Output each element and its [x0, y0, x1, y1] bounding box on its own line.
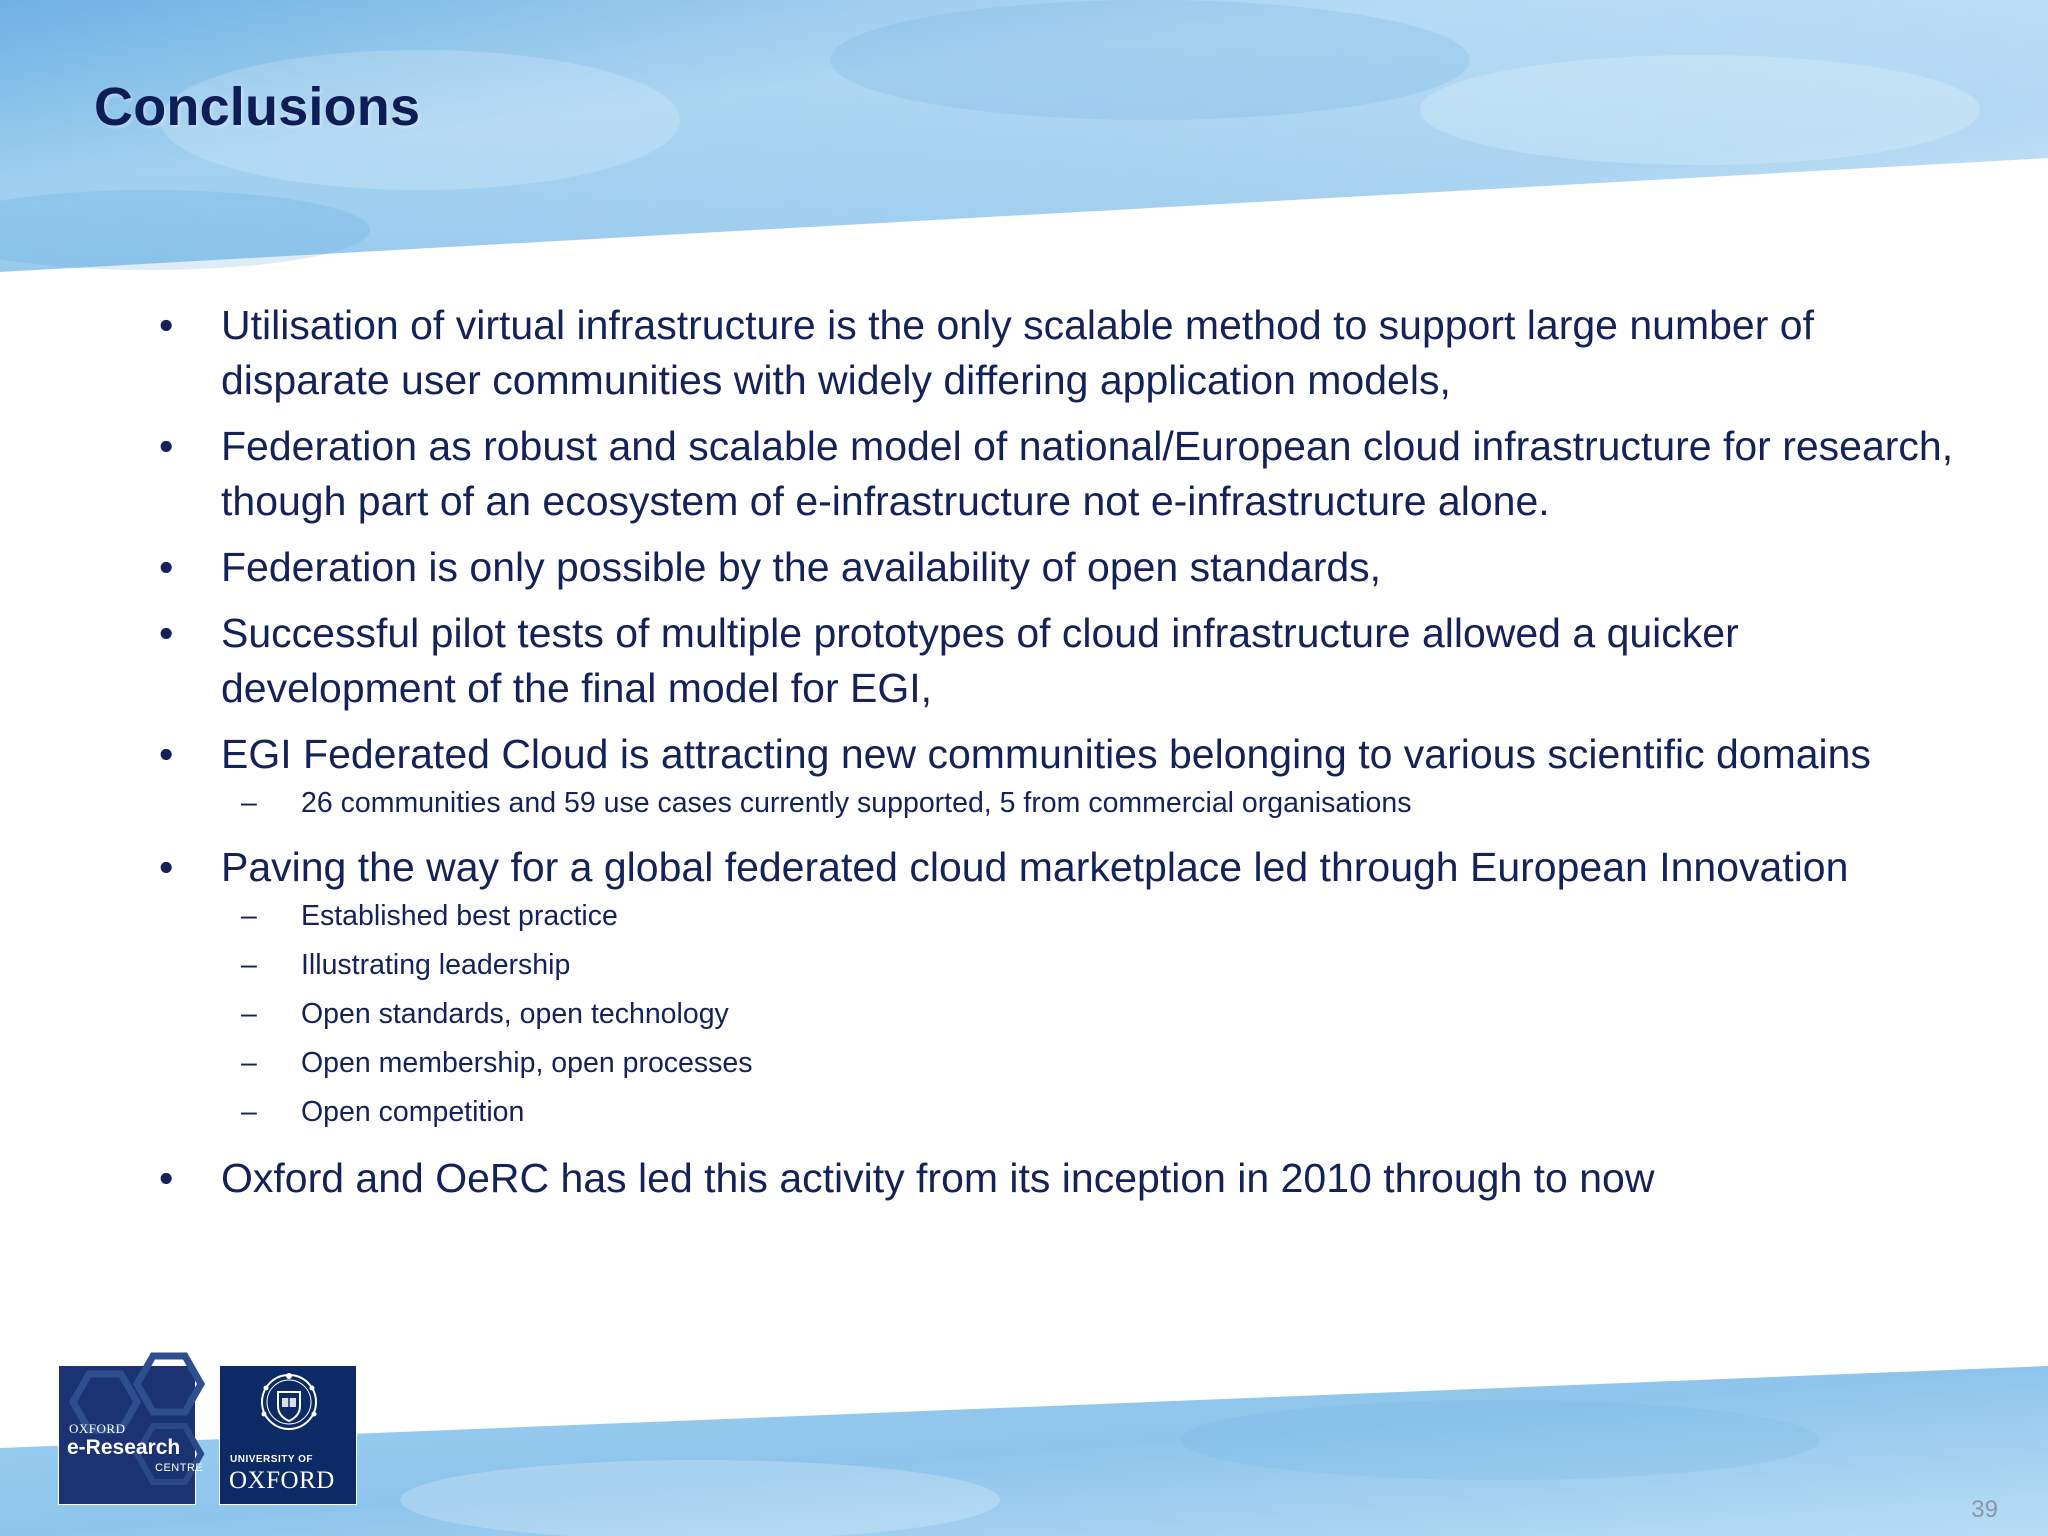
oerc-logo-line3: CENTRE — [155, 1462, 204, 1474]
sub-item — [155, 941, 1955, 990]
sub-list — [155, 779, 1955, 828]
sub-item — [155, 1088, 1955, 1137]
bullet-text: Successful pilot tests of multiple prototypes of cloud infrastructure allowed a quicker development of the final model for EGI, — [221, 610, 1739, 711]
bullet-marker: • — [159, 610, 174, 656]
sub-marker: – — [241, 1096, 257, 1128]
bullet-list — [155, 298, 1955, 1217]
oxford-logo-line2: OXFORD — [229, 1467, 335, 1494]
bullet-item — [155, 298, 1955, 408]
bullet-text: Federation as robust and scalable model of national/European cloud infrastructure for research, though part of an ecosystem of e-infrastructure not e-infrastructure alone. — [221, 423, 1954, 524]
bullet-marker: • — [159, 423, 174, 469]
oerc-logo-line1: OXFORD — [69, 1421, 126, 1436]
page-number: 39 — [1971, 1496, 1998, 1523]
bullet-text: EGI Federated Cloud is attracting new communities belonging to various scientific domains — [221, 731, 1871, 777]
bullet-text: Federation is only possible by the availability of open standards, — [221, 544, 1382, 590]
bullet-text: Paving the way for a global federated cloud marketplace led through European Innovation — [221, 844, 1849, 890]
sub-item — [155, 779, 1955, 828]
sub-item — [155, 1039, 1955, 1088]
bullet-item — [155, 606, 1955, 716]
bullet-item — [155, 1151, 1955, 1206]
bullet-item — [155, 840, 1955, 895]
sub-marker: – — [241, 998, 257, 1030]
oerc-logo — [58, 1365, 204, 1505]
sub-text: Illustrating leadership — [301, 949, 571, 981]
sub-marker: – — [241, 949, 257, 981]
sub-list — [155, 892, 1955, 1137]
bullet-item — [155, 727, 1955, 782]
bullet-marker: • — [159, 544, 174, 590]
bullet-item — [155, 419, 1955, 529]
sub-text: 26 communities and 59 use cases currently supported, 5 from commercial organisations — [301, 787, 1412, 819]
university-of-oxford-logo — [219, 1365, 357, 1505]
sub-marker: – — [241, 787, 257, 819]
bullet-marker: • — [159, 844, 174, 890]
bullet-text: Utilisation of virtual infrastructure is the only scalable method to support large number of disparate user communities with widely differing application models, — [221, 302, 1814, 403]
bullet-text: Oxford and OeRC has led this activity from its inception in 2010 through to now — [221, 1155, 1655, 1201]
sub-text: Open standards, open technology — [301, 998, 729, 1030]
sub-text: Open membership, open processes — [301, 1047, 753, 1079]
sub-item — [155, 990, 1955, 1039]
bullet-marker: • — [159, 731, 174, 777]
bullet-marker: • — [159, 302, 174, 348]
bullet-item — [155, 540, 1955, 595]
sub-text: Open competition — [301, 1096, 525, 1128]
sub-text: Established best practice — [301, 900, 618, 932]
sub-marker: – — [241, 1047, 257, 1079]
oerc-logo-line2: e-Research — [67, 1436, 181, 1459]
sub-item — [155, 892, 1955, 941]
slide-title: Conclusions — [94, 77, 421, 137]
oxford-logo-line1: UNIVERSITY OF — [230, 1454, 313, 1465]
sub-marker: – — [241, 900, 257, 932]
bullet-marker: • — [159, 1155, 174, 1201]
